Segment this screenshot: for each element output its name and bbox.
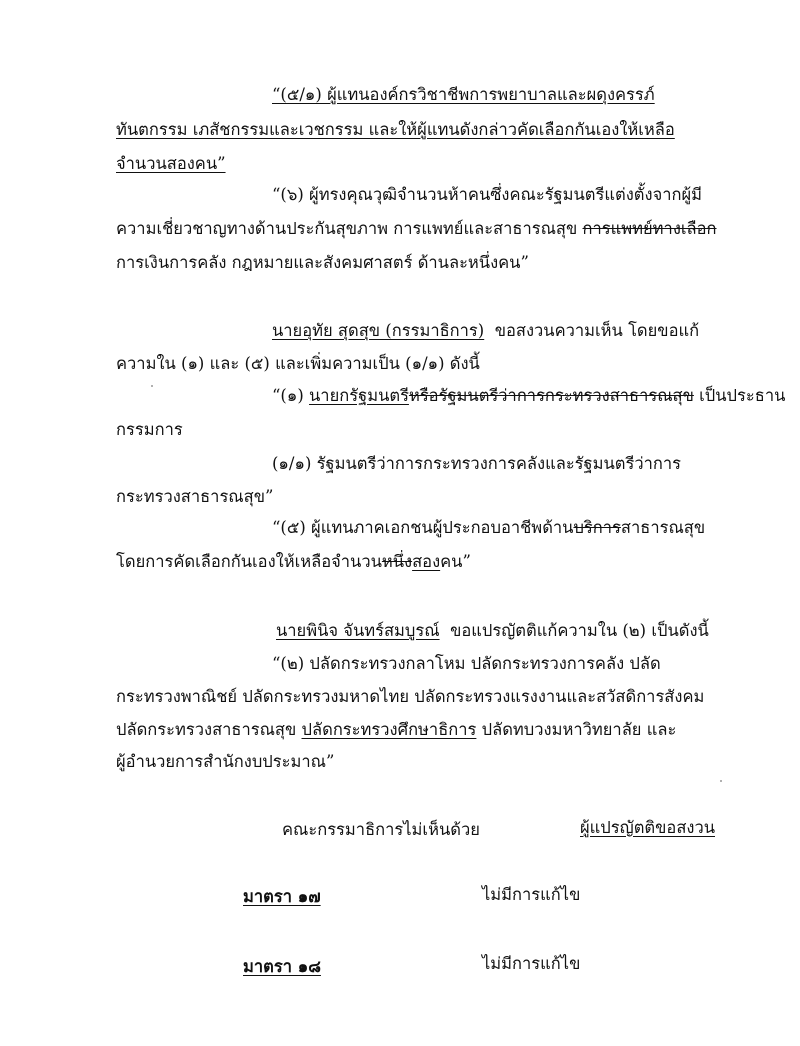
section-label <box>243 886 321 908</box>
pinit-motion-line1 <box>276 620 709 642</box>
motion-text: ปลัดทบวงมหาวิทยาลัย และ <box>476 720 677 739</box>
scan-speck <box>720 780 722 782</box>
section-status: ไม่มีการแก้ไข <box>482 885 581 904</box>
reserver-text: ผู้แปรญัตติขอสงวน <box>580 818 715 837</box>
struck-text: หนึ่ง <box>381 552 413 571</box>
pinit-motion-line2: “(๒) ปลัดกระทรวงกลาโหม ปลัดกระทรวงการคลัง ปลัด <box>272 654 661 673</box>
speaker-name: นายอุทัย สุดสุข (กรรมาธิการ) <box>272 321 485 340</box>
inserted-text: ปลัดกระทรวงศึกษาธิการ <box>301 720 477 739</box>
item-rest: เป็นประธาน <box>693 386 786 405</box>
item5-text: “(๕) ผู้แทนภาคเอกชนผู้ประกอบอาชีพด้าน <box>272 518 574 537</box>
struck-text: หรือรัฐมนตรีว่าการกระทรวงสาธารณสุข <box>408 386 694 405</box>
item-open: “(๑) <box>272 386 310 405</box>
speaker-name: นายพินิจ จันทร์สมบูรณ์ <box>276 621 440 640</box>
utit-reservation-line1 <box>272 320 699 342</box>
item5-text: สาธารณสุข <box>620 518 706 537</box>
amendment-5-1-text: ทันตกรรม เภสัชกรรมและเวชกรรม และให้ผู้แทนดังกล่าวคัดเลือกกันเองให้เหลือ <box>116 120 675 139</box>
reserver-label <box>580 817 715 839</box>
motion-text: ปลัดกระทรวงสาธารณสุข <box>116 720 302 739</box>
amendment-5-1-text: จำนวนสองคน” <box>116 154 226 173</box>
item5-text: โดยการคัดเลือกกันเองให้เหลือจำนวน <box>116 552 382 571</box>
utit-item1-1-line2: กระทรวงสาธารณสุข” <box>116 487 274 506</box>
amendment-6-line1: “(๖) ผู้ทรงคุณวุฒิจำนวนห้าคนซึ่งคณะรัฐมนตรีแต่งตั้งจากผู้มี <box>272 185 703 204</box>
pinit-motion-line3: กระทรวงพาณิชย์ ปลัดกระทรวงมหาดไทย ปลัดกระทรวงแรงงานและสวัสดิการสังคม <box>116 687 705 706</box>
amendment-6-line2 <box>116 218 717 240</box>
section-status: ไม่มีการแก้ไข <box>482 954 581 973</box>
amendment-5-1-line3 <box>116 153 226 175</box>
utit-item1-1-line1: (๑/๑) รัฐมนตรีว่าการกระทรวงการคลังและรัฐมนตรีว่าการ <box>272 454 682 473</box>
amendment-6-text: ความเชี่ยวชาญทางด้านประกันสุขภาพ การแพทย์และสาธารณสุข <box>116 219 583 238</box>
inserted-text: สอง <box>412 552 441 571</box>
amendment-6-line3: การเงินการคลัง กฎหมายและสังคมศาสตร์ ด้านละหนึ่งคน” <box>116 253 529 272</box>
reservation-text: ขอสงวนความเห็น โดยขอแก้ <box>494 321 700 340</box>
amendment-5-1-text: “(๕/๑) ผู้แทนองค์กรวิชาชีพการพยาบาลและผดุงครรภ์ <box>272 85 655 104</box>
item5-text: คน” <box>440 552 471 571</box>
motion-text: ขอแปรญัตติแก้ความใน (๒) เป็นดังนี้ <box>450 621 709 640</box>
amendment-5-1-line2 <box>116 119 675 141</box>
scan-speck <box>151 385 153 387</box>
utit-reservation-line2: ความใน (๑) และ (๕) และเพิ่มความเป็น (๑/๑) ดังนี้ <box>116 354 480 373</box>
section-17-label: มาตรา ๑๗ <box>243 887 321 906</box>
utit-item5-line2 <box>116 551 471 573</box>
struck-text: การแพทย์ทางเลือก <box>582 219 717 238</box>
utit-item1-line1 <box>272 385 785 407</box>
amendment-5-1-line1 <box>272 84 655 106</box>
utit-item1-line2: กรรมการ <box>116 420 183 439</box>
utit-item5-line1 <box>272 517 705 539</box>
pinit-motion-line5: ผู้อำนวยการสำนักงบประมาณ” <box>116 752 335 771</box>
pinit-motion-line4 <box>116 719 676 741</box>
committee-disagree: คณะกรรมาธิการไม่เห็นด้วย <box>282 820 480 839</box>
section-label <box>243 956 321 978</box>
pm-text: นายกรัฐมนตรี <box>309 386 409 405</box>
struck-text: บริการ <box>573 518 621 537</box>
section-18-label: มาตรา ๑๘ <box>243 957 321 976</box>
